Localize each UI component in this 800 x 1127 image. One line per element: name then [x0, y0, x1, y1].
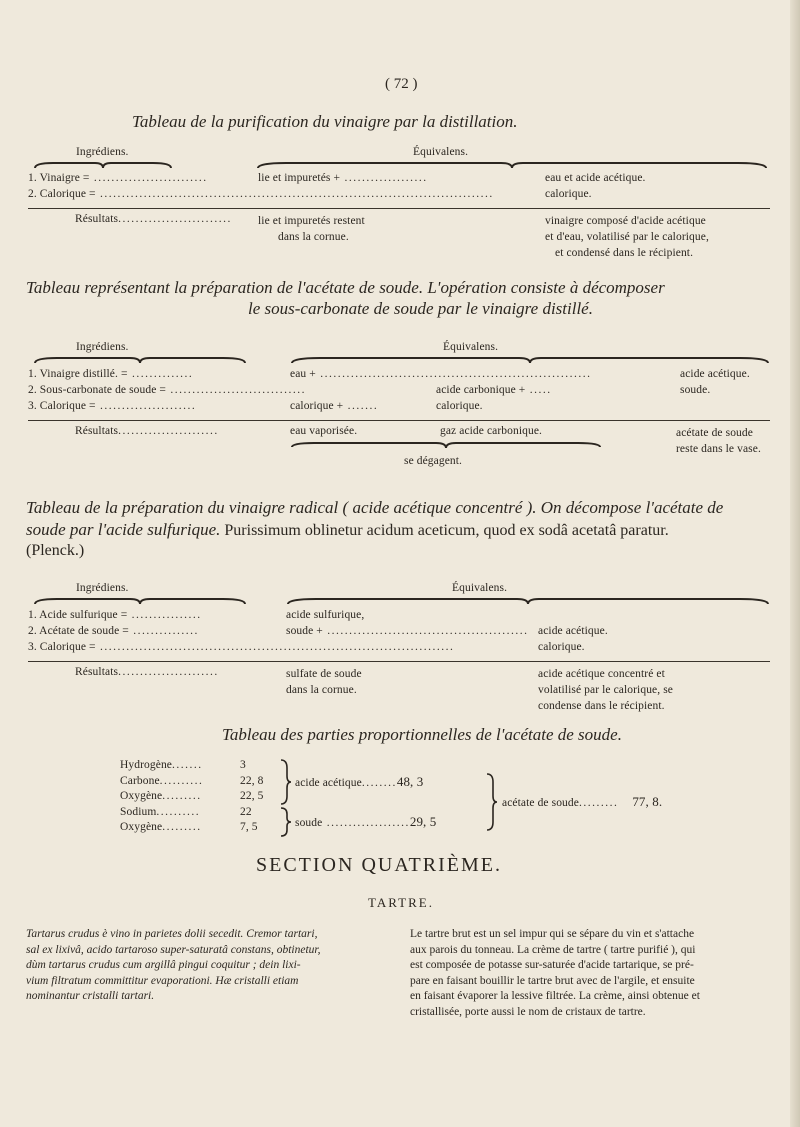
table3-cite: (Plenck.)	[26, 542, 85, 559]
table2-title-line2: le sous-carbonate de soude par le vinaigre distillé.	[248, 299, 593, 318]
table4-el: Oxygène	[120, 790, 163, 802]
table3-results-right-line2: volatilisé par le calorique, se	[538, 684, 673, 696]
table2-results-c-line1: acétate de soude	[676, 427, 753, 439]
table1-results-right-line2: et d'eau, volatilisé par le calorique,	[545, 231, 709, 243]
table3-latin: Purissimum oblinetur acidum aceticum, quod ex sodâ acetatâ paratur.	[224, 522, 669, 539]
table3-results-label-text: Résultats	[75, 666, 119, 678]
table3-row2-mid-text: soude +	[286, 625, 323, 637]
table3-title-line1: Tableau de la préparation du vinaigre radical ( acide acétique concentré ). On décompose l'acétate de	[26, 498, 724, 517]
page-edge-shadow	[790, 0, 800, 1127]
french-line: aux parois du tonneau. La crème de tartre ( tartre purifié ), qui	[410, 943, 696, 956]
table2-results-brace	[290, 441, 602, 451]
table2-results-c-line2: reste dans le vase.	[676, 443, 761, 455]
table3-header-right-brace	[286, 596, 770, 606]
table2-row2-mid-text: acide carbonique +	[436, 384, 526, 396]
table2-results-under: se dégagent.	[404, 455, 463, 467]
table1-results-right	[545, 213, 709, 261]
table1-results-label-text: Résultats	[75, 213, 119, 225]
table2-results-a: eau vaporisée.	[290, 425, 358, 437]
table4-title: Tableau des parties proportionnelles de l'acétate de soude.	[222, 725, 622, 744]
table4-group2: soude ...................29, 5	[295, 814, 437, 829]
table3-title-line2-text: soude par l'acide sulfurique.	[26, 520, 221, 539]
table3-results-mid	[286, 666, 362, 698]
table4-val: 3	[240, 759, 246, 771]
table3-row3-label-text: 3. Calorique =	[28, 641, 96, 653]
table3-row2-right: acide acétique.	[538, 625, 608, 637]
table4-row: Carbone.......... 22, 8	[120, 774, 264, 787]
table4-row: Hydrogène....... 3	[120, 759, 246, 771]
table2-row2-label: 2. Sous-carbonate de soude = ...............................	[28, 384, 306, 396]
table4-el: Oxygène	[120, 821, 163, 833]
table3-row3-label: 3. Calorique = .................................................................................	[28, 641, 455, 653]
table4-el: Sodium	[120, 805, 157, 818]
table2-row1-mid: eau + ..............................................................	[290, 368, 592, 380]
table1-row1-right: eau et acide acétique.	[545, 172, 646, 184]
table2-results-label: Résultats.......................	[75, 425, 219, 437]
table4-row: Sodium.......... 22	[120, 805, 252, 818]
section-latin-column	[26, 927, 386, 1005]
table4-group2-label: soude	[295, 817, 323, 829]
table2-header-right: Équivalens.	[443, 341, 499, 353]
table4-val: 22	[240, 805, 252, 818]
table3-results-mid-line2: dans la cornue.	[286, 684, 357, 696]
table3-results-right-line3: condense dans le récipient.	[538, 700, 665, 712]
table4-total-value: 77, 8.	[632, 794, 663, 809]
section-subheading: TARTRE.	[368, 895, 434, 910]
table2-row3-label-text: 3. Calorique =	[28, 400, 96, 412]
table3-header-left: Ingrédiens.	[76, 582, 129, 594]
table4-braces-left	[278, 758, 292, 838]
table1-row2-right: calorique.	[545, 188, 592, 200]
table4-group1-value: 48, 3	[396, 774, 424, 789]
table2-results-b: gaz acide carbonique.	[440, 425, 543, 437]
table2-header-right-brace	[290, 355, 770, 365]
latin-line: Tartarus crudus è vino in parietes dolii secedit. Cremor tartari,	[26, 928, 318, 940]
table2-row1-right: acide acétique.	[680, 368, 750, 380]
table1-row1-label-text: 1. Vinaigre =	[28, 172, 90, 184]
table4-el: Hydrogène	[120, 759, 172, 771]
table3-row2-label: 2. Acétate de soude = ...............	[28, 625, 199, 637]
table1-rule	[28, 208, 770, 209]
table2-row1-label-text: 1. Vinaigre distillé. =	[28, 368, 128, 380]
table3-title-line2	[26, 520, 669, 540]
table3-results-label: Résultats.......................	[75, 666, 219, 678]
table4-elements	[120, 758, 264, 836]
section-french-column	[410, 927, 780, 1020]
table3-header-right: Équivalens.	[452, 582, 508, 594]
table1-row2-label-text: 2. Calorique =	[28, 188, 96, 200]
table3-results-mid-line1: sulfate de soude	[286, 668, 362, 680]
latin-line: vium filtratum committitur evaporationi. Hæ cristalli etiam	[26, 974, 299, 987]
table4-total-label: acétate de soude	[502, 797, 579, 809]
table3-header-left-brace	[33, 596, 248, 606]
table4-brace-right	[484, 772, 498, 832]
table1-row1-label: 1. Vinaigre = ..........................	[28, 172, 208, 184]
table1-row2-label: 2. Calorique = ..........................................................................................	[28, 188, 494, 200]
table3-row3-right: calorique.	[538, 641, 585, 653]
table2-row1-mid-text: eau +	[290, 368, 316, 380]
table1-row1-mid-text: lie et impuretés +	[258, 172, 341, 184]
french-line: Le tartre brut est un sel impur qui se sépare du vin et s'attache	[410, 928, 695, 940]
latin-line: dùm tartarus crudus cum argillâ pingui coquitur ; dein lixi-	[26, 959, 301, 971]
table2-row3-a: calorique + .......	[290, 400, 379, 412]
table4-group1: acide acétique........48, 3	[295, 774, 424, 789]
table2-row2-label-text: 2. Sous-carbonate de soude =	[28, 384, 166, 396]
table1-results-mid	[258, 213, 365, 245]
table3-row2-mid: soude + ..............................................	[286, 625, 529, 637]
section-heading: SECTION QUATRIÈME.	[256, 854, 502, 876]
table4-el: Carbone	[120, 774, 160, 787]
table4-row: Oxygène......... 7, 5	[120, 821, 258, 833]
table4-val: 7, 5	[240, 821, 258, 833]
table3-row1-label-text: 1. Acide sulfurique =	[28, 609, 128, 621]
table2-results-label-text: Résultats	[75, 425, 119, 437]
table1-header-left-brace	[33, 160, 173, 170]
table3-row1-mid: acide sulfurique,	[286, 609, 365, 621]
table4-group2-value: 29, 5	[409, 814, 437, 829]
table2-row1-label: 1. Vinaigre distillé. = ..............	[28, 368, 194, 380]
table2-row3-label: 3. Calorique = ......................	[28, 400, 197, 412]
table3-row2-label-text: 2. Acétate de soude =	[28, 625, 129, 637]
table1-title: Tableau de la purification du vinaigre par la distillation.	[132, 112, 518, 131]
table1-results-right-line3: et condensé dans le récipient.	[555, 247, 694, 259]
table4-group1-label: acide acétique	[295, 777, 362, 789]
table3-row1-label: 1. Acide sulfurique = ................	[28, 609, 202, 621]
table2-row2-right: soude.	[680, 384, 711, 396]
table1-results-label: Résultats..........................	[75, 213, 232, 225]
table4-row: Oxygène......... 22, 5	[120, 790, 264, 802]
table3-rule	[28, 661, 770, 662]
table2-title-line1: Tableau représentant la préparation de l'acétate de soude. L'opération consiste à décomposer	[26, 278, 665, 297]
table2-rule	[28, 420, 770, 421]
table1-header-right: Équivalens.	[413, 146, 469, 158]
table1-results-mid-line2: dans la cornue.	[278, 231, 349, 243]
latin-line: sal ex lixivâ, acido tartaroso super-saturatâ constans, obtinetur,	[26, 943, 321, 956]
french-line: en faisant évaporer la lessive filtrée. La crème, ainsi obtenue et	[410, 990, 700, 1002]
table4-val: 22, 5	[240, 790, 264, 802]
table4-total: acétate de soude......... 77, 8.	[502, 794, 663, 809]
table4-val: 22, 8	[240, 774, 264, 787]
latin-line: nominantur cristalli tartari.	[26, 990, 155, 1002]
french-line: cristallisée, porte aussi le nom de cristaux de tartre.	[410, 1005, 646, 1018]
table3-results-right-line1: acide acétique concentré et	[538, 668, 665, 680]
table1-header-left: Ingrédiens.	[76, 146, 129, 158]
table1-header-right-brace	[256, 160, 768, 170]
table1-results-right-line1: vinaigre composé d'acide acétique	[545, 215, 706, 227]
table2-results-c	[676, 425, 761, 457]
table1-row1-mid: lie et impuretés + ...................	[258, 172, 428, 184]
table2-header-left-brace	[33, 355, 248, 365]
french-line: pare en faisant bouillir le tartre brut avec de l'argile, et ensuite	[410, 974, 695, 987]
page-number: ( 72 )	[385, 76, 418, 92]
table2-row3-a-text: calorique +	[290, 400, 344, 412]
table2-row3-b: calorique.	[436, 400, 483, 412]
table2-row2-mid: acide carbonique + .....	[436, 384, 552, 396]
table1-results-mid-line1: lie et impuretés restent	[258, 215, 365, 227]
table2-header-left: Ingrédiens.	[76, 341, 129, 353]
french-line: est composée de potasse sur-saturée d'acide tartarique, se pré-	[410, 959, 694, 971]
table3-results-right	[538, 666, 673, 714]
